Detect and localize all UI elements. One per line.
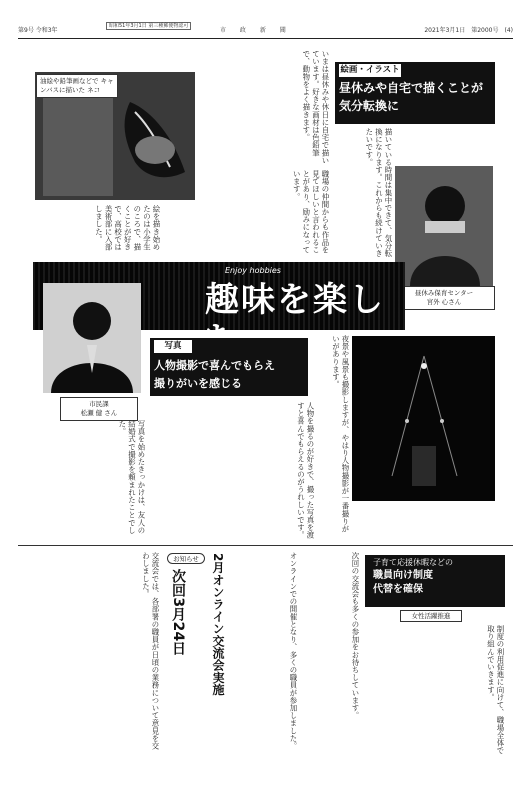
masthead	[18, 22, 513, 36]
night-lights-icon	[352, 336, 495, 501]
policy-header-line3: 代替を確保	[373, 584, 423, 595]
lower-article-c: 次回の交流会も多くの参加をお待ちしています。	[351, 552, 360, 720]
feature-tag: 絵画・イラスト	[340, 65, 400, 75]
policy-tag: 女性活躍推進	[400, 610, 462, 622]
policy-header-line2: 職員向け制度	[373, 570, 433, 581]
photo-headline-line2: 撮りがいを感じる	[154, 377, 242, 390]
policy-header-line1: 子育て応援休暇などの	[373, 558, 453, 567]
article-column-6: 人物を撮るのが好きで、撮った写真を渡すと喜んでもらえるのがうれしいです。	[296, 402, 315, 539]
postal-stamp: 昭和51年3月1日 第三種郵便物認可	[106, 22, 191, 30]
article-column-7: 夜景や風景も撮影しますが、やはり人物撮影が一番撮りがいがあります。	[331, 335, 350, 533]
notice-badge: お知らせ	[167, 553, 205, 564]
photographer-photo	[43, 283, 141, 393]
illustrator-photo	[395, 166, 493, 286]
feature-headline-line1: 昼休みや自宅で描くことが	[339, 81, 484, 95]
issue-number: 第9号 令和3年	[18, 27, 58, 34]
person-silhouette-icon	[43, 283, 141, 393]
notice-date: 次回3月24日	[170, 569, 186, 656]
person-silhouette-icon	[395, 166, 493, 286]
feature-headline-line2: 気分転換に	[339, 99, 400, 113]
masthead-rule	[18, 38, 513, 39]
lower-article-a: 交流会では、各部署の職員が日頃の業務について意見を交わしました。	[141, 552, 160, 750]
lower-article-b: オンラインでの開催となり、多くの職員が参加しました。	[289, 552, 298, 750]
publication-title: 市 政 新 聞	[220, 27, 292, 34]
photographer-affiliation: 市民課	[89, 400, 109, 408]
artwork-caption-text: 油絵や鉛筆画などで キャンバスに描いた ネコ	[40, 77, 114, 94]
night-scene-photo	[352, 336, 495, 501]
article-column-2: いまは昼休みや休日に自宅で描いています。好きな画材は色鉛筆で、動物をよく描きます。	[301, 50, 330, 164]
banner-title: 趣味を楽し	[205, 280, 385, 320]
issue-date: 2021年3月1日 第2000号 (4)	[424, 27, 513, 34]
article-column-5: 写真を始めたきっかけは、友人の結婚式で撮影を頼まれたことでした。	[117, 420, 146, 534]
artwork-caption	[36, 74, 118, 98]
photo-section-tag: 写真	[154, 340, 192, 353]
illustrator-caption	[393, 286, 495, 310]
notice-block	[165, 553, 207, 743]
illustrator-affiliation: 昼休み保育センター	[414, 289, 474, 297]
article-column-1: 絵を描き始めたのは小学生のころで、描くことが好きで、高校では美術部に入部しました。	[94, 205, 161, 251]
lower-article-d: 制度の利用促進に向けて、職場全体で取り組んでいきます。	[486, 625, 505, 755]
illustrator-name: 宮外 心さん	[426, 298, 462, 306]
photo-section-header	[150, 338, 308, 396]
photographer-caption	[60, 397, 138, 421]
feature-header-block	[335, 62, 495, 124]
section-divider	[18, 545, 513, 546]
policy-header-block	[365, 555, 505, 607]
article-column-4: 描いている時間は集中できて、気分転換になります。これからも続けていきたいです。	[364, 128, 393, 258]
banner-english-title: Enjoy hobbies	[225, 266, 281, 275]
notice-subtitle: 2月オンライン交流会実施	[211, 553, 225, 696]
photo-headline-line1: 人物撮影で喜んでもらえ	[154, 359, 275, 372]
article-column-3: 職場の仲間からも作品を見てほしいと言われることがあり、励みになっています。	[292, 170, 330, 254]
photographer-name: 松瀬 健 さん	[80, 409, 118, 417]
